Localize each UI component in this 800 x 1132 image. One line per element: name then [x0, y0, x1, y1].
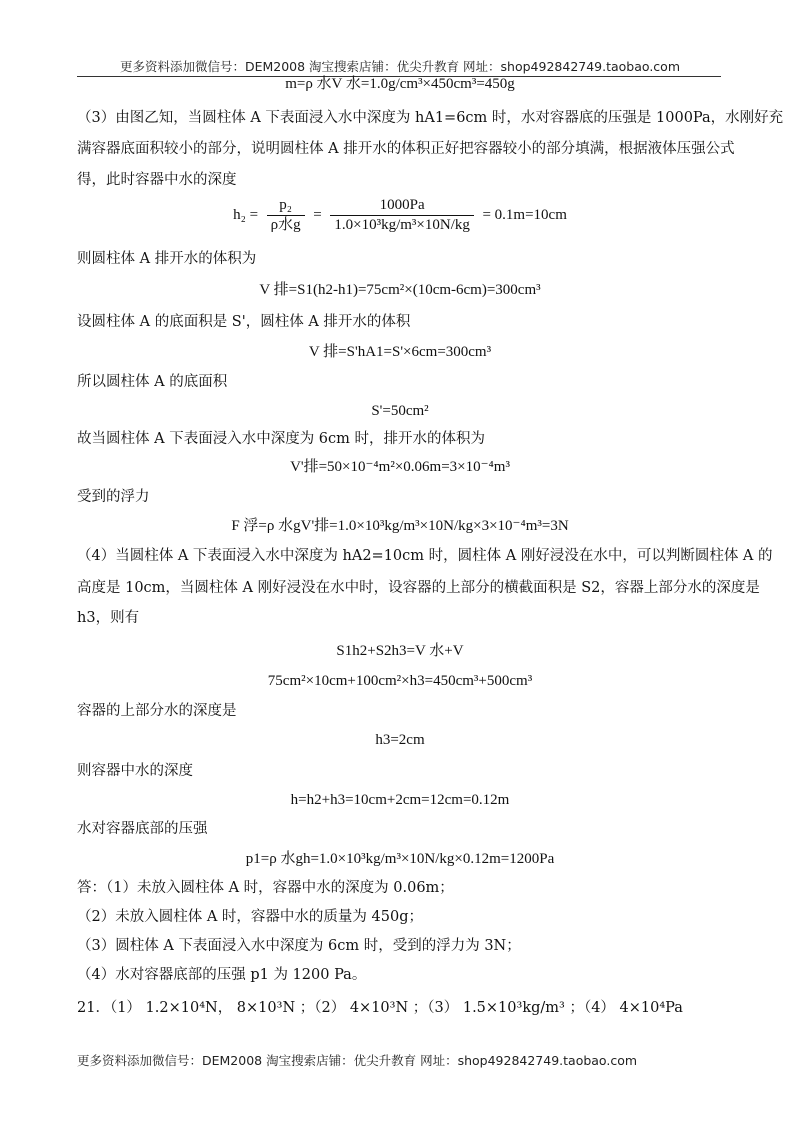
fraction-numerator: 1000Pa: [330, 196, 474, 216]
equation-line: p1=ρ 水gh=1.0×10³kg/m³×10N/kg×0.12m=1200Pa: [245, 851, 555, 867]
text-line: 受到的浮力: [77, 489, 150, 505]
text-line: 则圆柱体 A 排开水的体积为: [77, 251, 257, 267]
equation-line: V 排=S'hA1=S'×6cm=300cm³: [308, 344, 492, 360]
page-header: 更多资料添加微信号：DEM2008 淘宝搜索店铺：优尖升教育 网址：shop492842749.taobao.com: [119, 59, 681, 74]
part4-line3: h3，则有: [77, 610, 140, 626]
fraction-denominator: 1.0×10³kg/m³×10N/kg: [334, 217, 470, 233]
part4-line1: （4）当圆柱体 A 下表面浸入水中深度为 hA2=10cm 时，圆柱体 A 刚好浸没在水中，可以判断圆柱体 A 的: [77, 548, 773, 564]
text-line: 所以圆柱体 A 的底面积: [77, 374, 228, 390]
text-line: 水对容器底部的压强: [77, 821, 208, 837]
depth-fraction-equation: [77, 196, 723, 235]
text-line: 则容器中水的深度: [77, 763, 193, 779]
question-21-answers: 21．（1） 1.2×10⁴N， 8×10³N ；（2） 4×10³N ；（3） 1.5×10³kg/m³ ；（4） 4×10⁴Pa: [77, 1000, 683, 1016]
equation-line: 75cm²×10cm+100cm²×h3=450cm³+500cm³: [267, 673, 533, 689]
equation-line: S1h2+S2h3=V 水+V: [336, 643, 464, 659]
part4-line2: 高度是 10cm，当圆柱体 A 刚好浸没在水中时，设容器的上部分的横截面积是 S2，容器上部分水的深度是: [77, 580, 760, 596]
part3-line1: （3）由图乙知，当圆柱体 A 下表面浸入水中深度为 hA1=6cm 时，水对容器底的压强是 1000Pa，水刚好充: [77, 110, 784, 126]
fraction-numerator: p₂: [267, 196, 305, 216]
equation-line: V'排=50×10⁻⁴m²×0.06m=3×10⁻⁴m³: [290, 459, 510, 475]
answer-line-4: （4）水对容器底部的压强 p1 为 1200 Pa。: [77, 967, 367, 983]
fraction-numeric: [330, 196, 474, 235]
eq-lhs: h₂ =: [233, 207, 259, 223]
answer-line-2: （2）未放入圆柱体 A 时，容器中水的质量为 450g；: [77, 909, 423, 925]
equation-line: V 排=S1(h2-h1)=75cm²×(10cm-6cm)=300cm³: [259, 282, 541, 298]
eq-equals: =: [313, 207, 322, 223]
answer-line-3: （3）圆柱体 A 下表面浸入水中深度为 6cm 时，受到的浮力为 3N；: [77, 938, 521, 954]
eq-rhs: = 0.1m=10cm: [482, 207, 567, 223]
equation-line: h3=2cm: [375, 732, 425, 748]
answer-line-1: 答：（1）未放入圆柱体 A 时，容器中水的深度为 0.06m；: [77, 880, 454, 896]
part3-line2: 满容器底面积较小的部分，说明圆柱体 A 排开水的体积正好把容器较小的部分填满，根据液体压强公式: [77, 141, 735, 157]
text-line: 设圆柱体 A 的底面积是 S'，圆柱体 A 排开水的体积: [77, 314, 411, 330]
fraction-pressure-over-density: [267, 196, 305, 235]
equation-line: F 浮=ρ 水gV'排=1.0×10³kg/m³×10N/kg×3×10⁻⁴m³=3N: [231, 518, 569, 534]
part3-line3: 得，此时容器中水的深度: [77, 172, 237, 188]
equation-line: h=h2+h3=10cm+2cm=12cm=0.12m: [290, 792, 510, 808]
text-line: 容器的上部分水的深度是: [77, 703, 237, 719]
mass-equation: m=ρ 水V 水=1.0g/cm³×450cm³=450g: [285, 76, 515, 92]
page-footer: 更多资料添加微信号：DEM2008 淘宝搜索店铺：优尖升教育 网址：shop492842749.taobao.com: [77, 1053, 638, 1068]
equation-line: S'=50cm²: [371, 403, 429, 419]
text-line: 故当圆柱体 A 下表面浸入水中深度为 6cm 时，排开水的体积为: [77, 431, 486, 447]
fraction-denominator: ρ水g: [270, 217, 301, 233]
